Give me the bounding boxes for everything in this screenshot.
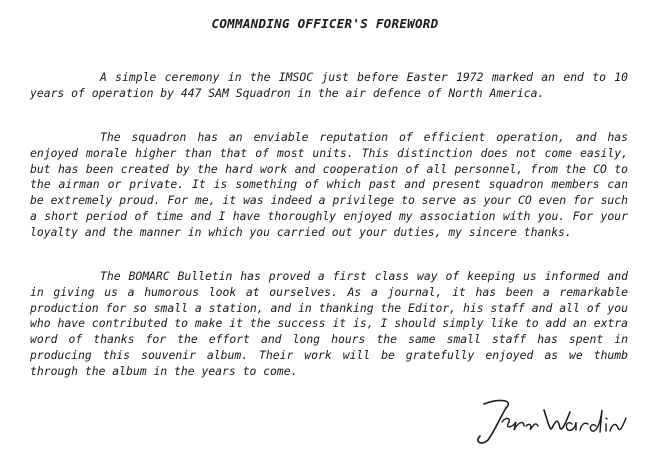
handwritten-signature (470, 392, 630, 450)
paragraph-squadron: The squadron has an enviable reputation of efficient operation, and has enjoyed morale higher than that of most units. This distinction does not come easily, but has been created by the hard work and cooperation of all personnel, from the CO to the airman or private. It is something of which past and present squadron members can be extremely proud. For me, it was indeed a privilege to serve as your CO even for such a short period of time and I have thoroughly enjoyed my association with you. For your loyalty and the manner in which you carried out your duties, my sincere thanks. (30, 130, 628, 239)
page-title: COMMANDING OFFICER'S FOREWORD (211, 16, 439, 31)
paragraph-bulletin: The BOMARC Bulletin has proved a first class way of keeping us informed and in giving us a humorous look at ourselves. As a journal, it has been a remarkable production for so small a station, and in thanking the Editor, his staff and all of you who have contributed to make it the success it is, I should simply like to add an extra word of thanks for the effort and long hours the same small staff has spent in producing this souvenir album. Their work will be gratefully enjoyed as we thumb through the album in the years to come. (30, 269, 628, 378)
paragraph-ceremony: A simple ceremony in the IMSOC just before Easter 1972 marked an end to 10 years of operation by 447 SAM Squadron in the air defence of North America. (30, 70, 628, 100)
